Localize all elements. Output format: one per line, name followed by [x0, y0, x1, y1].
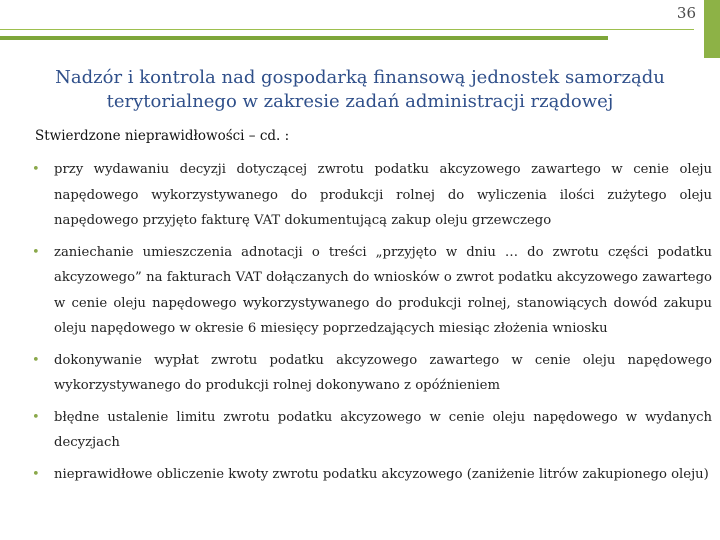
bullet-text: przy wydawaniu decyzji dotyczącej zwrotu podatku akcyzowego zawartego w cenie oleju napędowego wykorzystywanego do produkcji rolnej do wyliczenia ilości zużytego oleju napędowego przyjęto fakturę VAT dokumentującą zakup oleju grzewczego	[54, 162, 712, 228]
header-accent-bar	[0, 36, 608, 40]
page-number: 36	[676, 4, 696, 22]
bullet-text: zaniechanie umieszczenia adnotacji o treści „przyjęto w dniu … do zwrotu części podatku akcyzowego” na fakturach VAT dołączanych do wniosków o zwrot podatku akcyzowego zawartego w cenie oleju napędowego wykorzystywanego do produkcji rolnej, stanowiących dowód zakupu oleju napędowego w okresie 6 miesięcy poprzedzających miesiąc złożenia wniosku	[54, 244, 712, 336]
bullet-icon: •	[32, 409, 40, 425]
bullet-text: błędne ustalenie limitu zwrotu podatku akcyzowego w cenie oleju napędowego w wydanych decyzjach	[54, 409, 712, 450]
list-item	[32, 405, 712, 456]
bullet-icon: •	[32, 244, 40, 260]
bullet-text: dokonywanie wypłat zwrotu podatku akcyzowego zawartego w cenie oleju napędowego wykorzystywanego do produkcji rolnej dokonywano z opóźnieniem	[54, 352, 712, 393]
list-item	[32, 348, 712, 399]
bullet-list	[32, 157, 712, 493]
slide-subtitle: Stwierdzone nieprawidłowości – cd. :	[35, 128, 290, 144]
bullet-icon: •	[32, 466, 40, 482]
corner-accent-block	[704, 0, 720, 58]
header-rule	[0, 29, 694, 30]
bullet-icon: •	[32, 352, 40, 368]
list-item	[32, 157, 712, 234]
list-item	[32, 462, 712, 488]
bullet-icon: •	[32, 162, 40, 177]
list-item	[32, 240, 712, 342]
slide-title: Nadzór i kontrola nad gospodarką finansową jednostek samorządu terytorialnego w zakresie zadań administracji rządowej	[55, 67, 665, 112]
bullet-text: nieprawidłowe obliczenie kwoty zwrotu podatku akcyzowego (zaniżenie litrów zakupionego oleju)	[54, 466, 709, 482]
